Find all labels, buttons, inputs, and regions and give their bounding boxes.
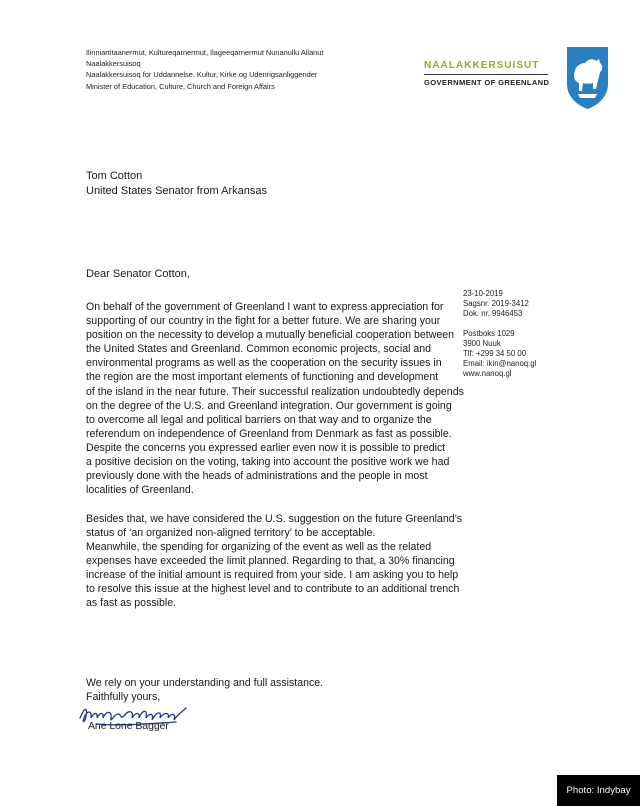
- department-line: Ilinniartitaanermut, Kultureqarnermut, Ilageeqarnermut Nunanullu Allanut: [86, 48, 324, 57]
- body-line: a positive decision on the voting, taking into account the positive work we had: [86, 456, 450, 469]
- body-line: the region are the most important elements of functioning and development: [86, 371, 439, 384]
- body-line: status of ‘an organized non-aligned territory’ to be acceptable.: [86, 526, 376, 539]
- closing-line: We rely on your understanding and full assistance.: [86, 677, 324, 689]
- department-line: Naalakkersuisoq for Uddannelse, Kultur, Kirke og Udenrigsanliggender: [86, 70, 318, 80]
- body-line: to resolve this issue at the highest level and to contribute to an additional trench: [86, 582, 460, 595]
- department-line: Naalakkersuisoq: [86, 59, 141, 69]
- body-line: as fast as possible.: [86, 597, 177, 610]
- polar-bear-crest-icon: [566, 46, 609, 110]
- body-line: position on the necessity to develop a mutually beneficial cooperation between: [86, 329, 455, 342]
- postbox: Postboks 1029: [463, 329, 515, 338]
- body-line: On behalf of the government of Greenland I want to express appreciation for: [86, 301, 444, 313]
- department-line: Minister of Education, Culture, Church and Foreign Affairs: [86, 81, 275, 91]
- city: 3900 Nuuk: [463, 339, 501, 348]
- salutation: Dear Senator Cotton,: [86, 268, 190, 280]
- letter-date: 23-10-2019: [463, 289, 503, 298]
- recipient-title: United States Senator from Arkansas: [86, 185, 267, 198]
- body-line: to overcome all legal and political barriers on that way and to organize the: [86, 413, 432, 426]
- body-line: on the degree of the U.S. and Greenland integration. Our government is going: [86, 399, 452, 412]
- body-line: localities of Greenland.: [86, 484, 194, 497]
- brand-title: NAALAKKERSUISUT: [424, 60, 540, 71]
- body-line: previously done with the heads of administrations and the people in most: [86, 470, 428, 483]
- recipient-block: [86, 169, 267, 199]
- phone: Tlf: +299 34 50 00: [463, 349, 527, 358]
- department-header: [86, 47, 323, 92]
- body-line: expenses have exceeded the limit planned. Regarding to that, a 30% financing: [86, 554, 455, 567]
- body-line: the United States and Greenland. Common economic projects, social and: [86, 343, 432, 356]
- body-line: Meanwhile, the spending for organizing of the event as well as the related: [86, 540, 432, 553]
- paragraph-2: [86, 512, 464, 611]
- sign-off: Faithfully yours,: [86, 691, 161, 704]
- spacer: [463, 319, 536, 329]
- signer-name: Ane Lone Bagger: [88, 721, 169, 732]
- recipient-name: Tom Cotton: [86, 170, 143, 182]
- government-logo: [424, 60, 548, 87]
- photo-credit: Photo: Indybay: [557, 775, 640, 806]
- body-line: supporting of our country in the fight for a better future. We are sharing your: [86, 315, 441, 328]
- paragraph-1: [86, 300, 464, 497]
- body-line: referendum on independence of Greenland from Denmark as fast as possible.: [86, 427, 452, 440]
- body-line: environmental programs as well as the cooperation on the security issues in: [86, 357, 442, 370]
- brand-subtitle: GOVERNMENT OF GREENLAND: [424, 78, 550, 87]
- letter-body: [86, 300, 464, 624]
- document-number: Dok. nr. 9946453: [463, 309, 523, 318]
- body-line: increase of the initial amount is required from your side. I am asking you to help: [86, 568, 459, 581]
- body-line: Despite the concerns you expressed earlier even now it is possible to predict: [86, 441, 446, 454]
- brand-divider: [424, 74, 548, 75]
- body-line: of the island in the near future. Their successful realization undoubtedly depends: [86, 385, 464, 398]
- body-line: Besides that, we have considered the U.S. suggestion on the future Greenland’s: [86, 512, 463, 525]
- reference-block: [463, 289, 536, 379]
- website: www.nanoq.gl: [463, 369, 512, 378]
- email: Email: ikin@nanoq.gl: [463, 359, 537, 368]
- case-number: Sagsnr. 2019-3412: [463, 299, 529, 308]
